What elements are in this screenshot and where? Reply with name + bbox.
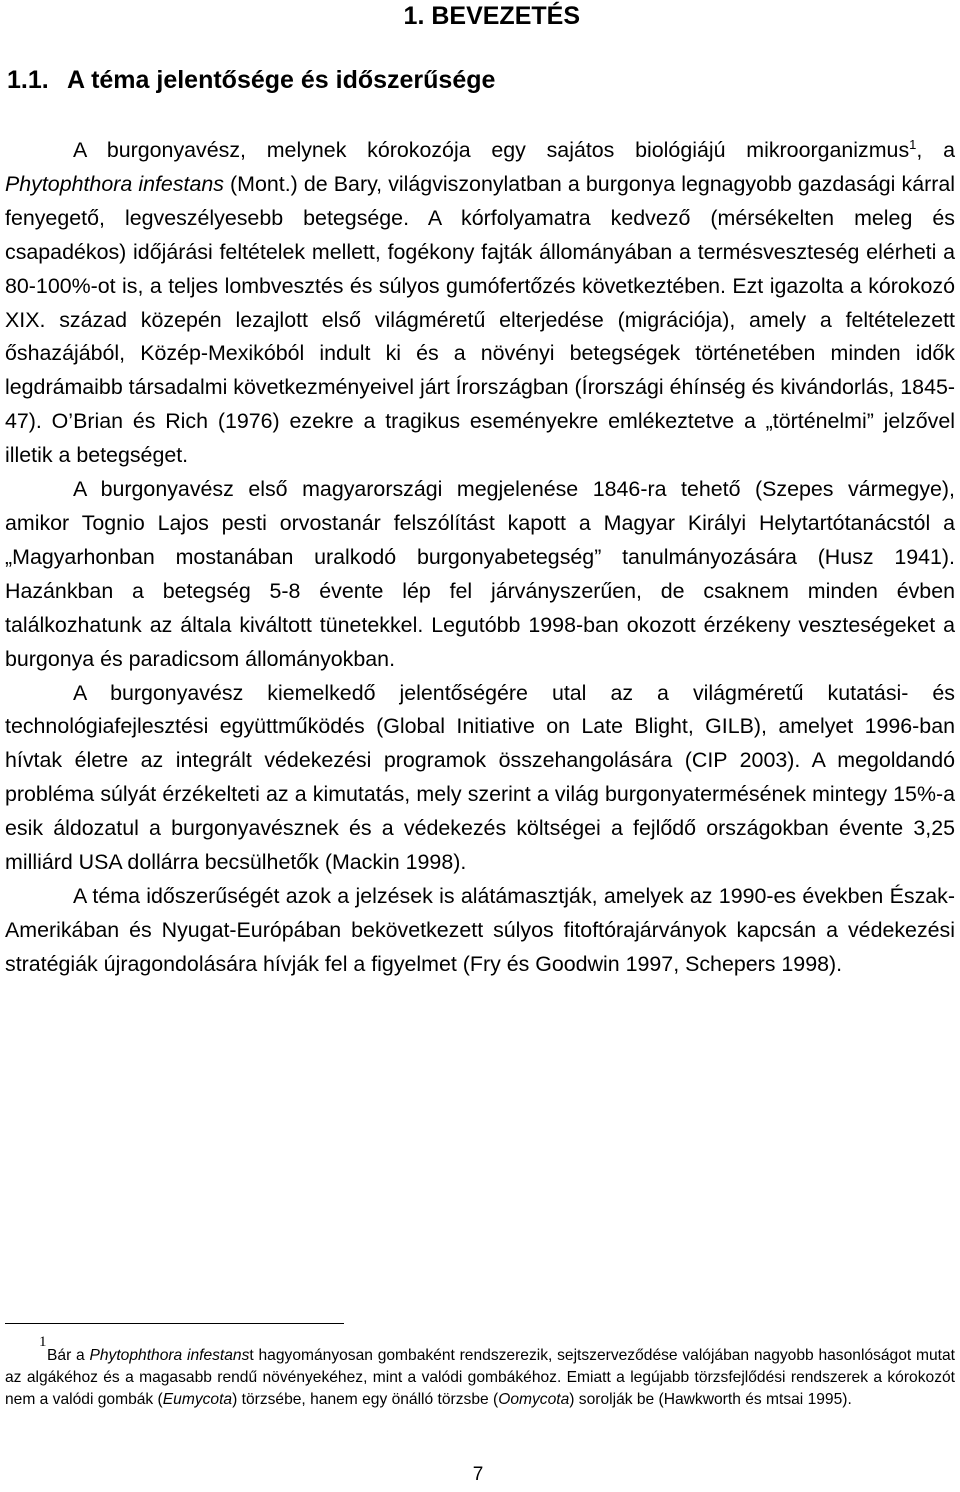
footnote-text [5,1334,955,1411]
species-name: Phytophthora infestans [5,171,224,196]
paragraph-2: A burgonyavész első magyarországi megjelenése 1846-ra tehető (Szepes vármegye), amikor Tognio Lajos pesti orvostanár felszólítást kapott a Magyar Királyi Helytartótanácstól a „Magyarhonban mostanában uralkodó burgonyabetegség” tanulmányozására (Husz 1941). Hazánkban a betegség 5-8 évente lép fel járványszerűen, de csaknem minden évben találkozhatunk az általa kiváltott tünetekkel. Legutóbb 1998-ban okozott érzékeny veszteségeket a burgonya és paradicsom állományokban. [5,477,955,671]
paragraph-1-part-c: (Mont.) de Bary, világviszonylatban a burgonya legnagyobb gazdasági kárral fenyegető, legveszélyesebb betegsége. A kórfolyamatra kedvező (mérsékelten meleg és csapadékos) időjárási feltételek mellett, fogékony fajták állományában a termésveszteség elérheti a 80-100%-ot is, a teljes lombvesztés és súlyos gumófertőzés következtében. Ezt igazolta a kórokozó XIX. század közepén lezajlott első világméretű elterjedése (migrációja), amely a feltételezett őshazájából, Közép-Mexikóból indult ki és a növényi betegségek történetében minden idők legdrámaibb társadalmi következményeivel járt Írországban (Írországi éhínség és kivándorlás, 1845-47). O’Brian és Rich (1976) ezekre a tragikus eseményekre emlékeztetve a „történelmi” jelzővel illetik a betegséget. [5,171,956,468]
page-number: 7 [472,1464,484,1485]
footnote-part-c: ) törzsébe, hanem egy önálló törzsbe ( [232,1391,499,1408]
chapter-title: 1. BEVEZETÉS [403,2,580,30]
footnote-part-a: Bár a [47,1347,90,1364]
body-text [5,134,955,982]
footnote-italic-3: Oomycota [498,1391,570,1408]
section-number: 1.1. [7,66,49,94]
section-title: A téma jelentősége és időszerűsége [67,66,496,94]
footnote-part-d: ) sorolják be (Hawkworth és mtsai 1995). [569,1391,852,1408]
footnote-separator [5,1323,344,1324]
footnote-italic-1: Phytophthora infestans [89,1347,250,1364]
paragraph-4: A téma időszerűségét azok a jelzések is alátámasztják, amelyek az 1990-es években Észak-Amerikában és Nyugat-Európában bekövetkezett súlyos fitoftórajárványok kapcsán a védekezési stratégiák újragondolására hívják fel a figyelmet (Fry és Goodwin 1997, Schepers 1998). [5,883,955,976]
footnote-reference: 1 [909,137,917,152]
paragraph-3: A burgonyavész kiemelkedő jelentőségére utal az a világméretű kutatási- és technológiafejlesztési együttműködés (Global Initiative on Late Blight, GILB), amelyet 1996-ban hívtak életre az integrált védekezési programok összehangolására (CIP 2003). A megoldandó probléma súlyát érzékelteti az a kimutatás, mely szerint a világ burgonyatermésének mintegy 15%-a esik áldozatul a burgonyavésznek és a védekezés költségei a fejlődő országokban évente 3,25 milliárd USA dollárra becsülhetők (Mackin 1998). [5,680,955,875]
paragraph-1 [5,134,955,473]
footnote-part-b: t hagyományosan gombaként rendszerezik, sejtszerveződése valójában nagyobb hasonlóságot mutat az algákéhoz és a magasabb rendű növényekéhez, mint a valódi gombákéhoz. Emiatt a legújabb törzsfejlődési rendszerek a kórokozót nem a valódi gombák ( [5,1347,955,1408]
footnote-mark: 1 [39,1334,47,1350]
footnote [5,1334,955,1411]
paragraph-1-part-b: , a [916,138,955,162]
footnote-italic-2: Eumycota [162,1391,233,1408]
section-heading [7,66,495,95]
paragraph-1-part-a: A burgonyavész, melynek kórokozója egy sajátos biológiájú mikroorganizmus [73,138,910,162]
